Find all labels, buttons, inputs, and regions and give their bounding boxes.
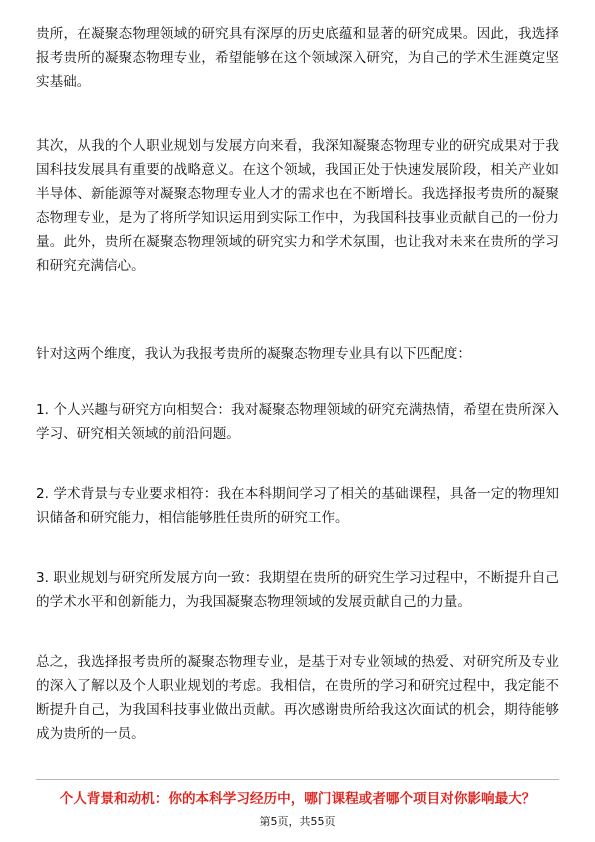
list-item-academic-background: 2. 学术背景与专业要求相符：我在本科期间学习了相关的基础课程，具备一定的物理知识储备和研究能力，相信能够胜任贵所的研究工作。 xyxy=(36,486,559,526)
paragraph-match-intro: 针对这两个维度，我认为我报考贵所的凝聚态物理专业具有以下匹配度： xyxy=(36,346,471,362)
interview-question: 个人背景和动机：你的本科学习经历中，哪门课程或者哪个项目对你影响最大？ xyxy=(59,791,536,807)
paragraph-career-planning: 其次，从我的个人职业规划与发展方向来看，我深知凝聚态物理专业的研究成果对于我国科技发展具有重要的战略意义。在这个领域，我国正处于快速发展阶段，相关产业如半导体、新能源等对凝聚态物理专业人才的需求也在不断增长。我选择报考贵所的凝聚态物理专业，是为了将所学知识运用到实际工作中，为我国科技事业贡献自己的一份力量。此外，贵所在凝聚态物理领域的研究实力和学术氛围，也让我对未来在贵所的学习和研究充满信心。 xyxy=(36,138,559,274)
list-item-interest: 1. 个人兴趣与研究方向相契合：我对凝聚态物理领域的研究充满热情，希望在贵所深入学习、研究相关领域的前沿问题。 xyxy=(36,402,559,442)
page-number: 第5页，共55页 xyxy=(259,815,336,828)
paragraph-conclusion: 总之，我选择报考贵所的凝聚态物理专业，是基于对专业领域的热爱、对研究所及专业的深入了解以及个人职业规划的考虑。我相信，在贵所的学习和研究过程中，我定能不断提升自己，为我国科技事业做出贡献。再次感谢贵所给我这次面试的机会，期待能够成为贵所的一员。 xyxy=(36,654,559,742)
list-item-career-alignment: 3. 职业规划与研究所发展方向一致：我期望在贵所的研究生学习过程中，不断提升自己的学术水平和创新能力，为我国凝聚态物理领域的发展贡献自己的力量。 xyxy=(36,570,559,610)
section-divider xyxy=(36,779,559,780)
paragraph-intro-continued: 贵所，在凝聚态物理领域的研究具有深厚的历史底蕴和显著的研究成果。因此，我选择报考贵所的凝聚态物理专业，希望能够在这个领域深入研究，为自己的学术生涯奠定坚实基础。 xyxy=(36,26,559,90)
